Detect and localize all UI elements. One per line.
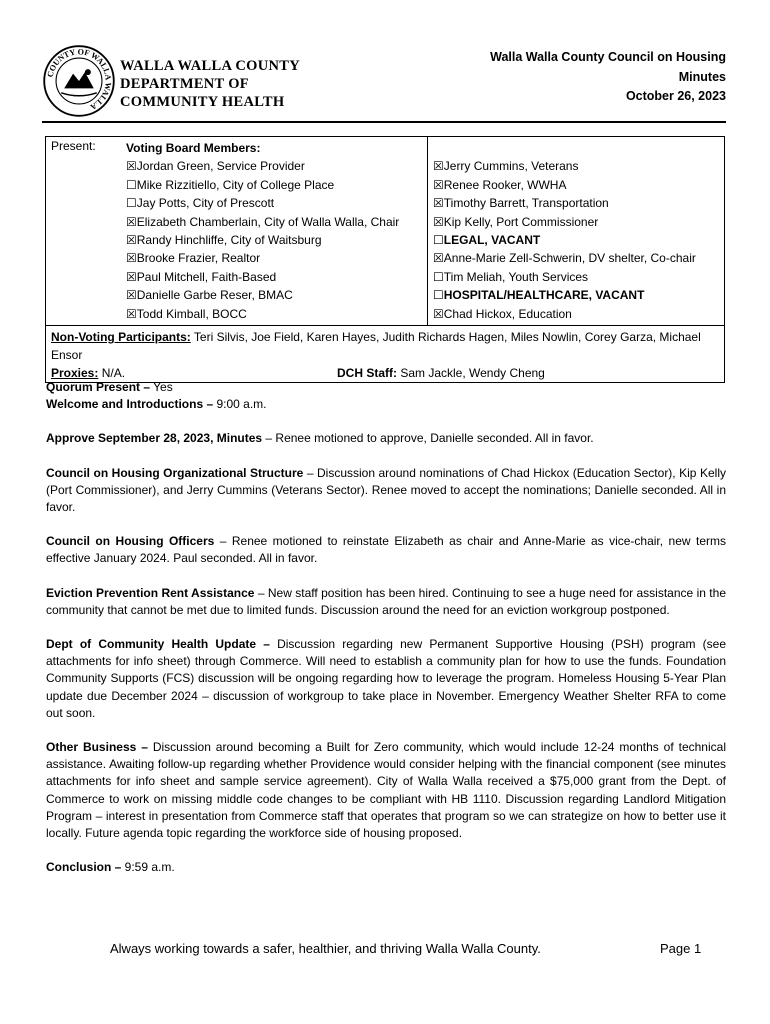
dept-line-2: DEPARTMENT OF (120, 76, 249, 92)
approve-text: – Renee motioned to approve, Danielle seconded. All in favor. (262, 431, 594, 446)
dch-staff-label: DCH Staff: (337, 366, 397, 381)
member-name: Tim Meliah, Youth Services (443, 269, 589, 284)
approve-label: Approve September 28, 2023, Minutes (46, 431, 263, 446)
unchecked-checkbox-icon: ☐ (433, 233, 444, 248)
quorum-text: Yes (150, 380, 173, 394)
member-name: Jerry Cummins, Veterans (443, 159, 579, 174)
checked-checkbox-icon: ☒ (126, 159, 137, 174)
svg-text:COUNTY OF WALLA WALLA: COUNTY OF WALLA WALLA (45, 47, 113, 112)
member-name: Mike Rizzitiello, City of College Place (136, 177, 335, 192)
dch-update-item (46, 636, 726, 722)
voting-members-left (126, 157, 422, 323)
conclusion-text: 9:59 a.m. (121, 860, 175, 875)
checked-checkbox-icon: ☒ (126, 288, 137, 303)
checked-checkbox-icon: ☒ (126, 306, 137, 321)
member-item (126, 194, 422, 212)
member-name: Jordan Green, Service Provider (136, 159, 305, 174)
member-item (433, 213, 719, 231)
quorum-label: Quorum Present – (46, 380, 151, 394)
member-item (433, 286, 719, 304)
member-item (126, 231, 422, 249)
checked-checkbox-icon: ☒ (433, 214, 444, 229)
attendance-table (45, 136, 725, 383)
member-name: Randy Hinchliffe, City of Waitsburg (136, 233, 322, 248)
dch-staff-text: Sam Jackle, Wendy Cheng (397, 366, 545, 381)
dept-line-1: WALLA WALLA COUNTY (120, 58, 300, 74)
eviction-label: Eviction Prevention Rent Assistance (46, 585, 255, 600)
checked-checkbox-icon: ☒ (126, 269, 137, 284)
member-name: Elizabeth Chamberlain, City of Walla Walla, Chair (136, 214, 400, 229)
checked-checkbox-icon: ☒ (433, 196, 444, 211)
member-item (126, 286, 422, 304)
present-label-cell (46, 137, 122, 326)
member-item (433, 231, 719, 249)
member-name: Anne-Marie Zell-Schwerin, DV shelter, Co-chair (443, 251, 696, 266)
member-name: Timothy Barrett, Transportation (443, 196, 609, 211)
member-item (126, 268, 422, 286)
nonvoting-text: Teri Silvis, Joe Field, Karen Hayes, Judith Richards Hagen, Miles Nowlin, Corey Garza, Michael Ensor (51, 330, 701, 363)
conclusion-line (46, 859, 726, 876)
officers-item (46, 533, 726, 567)
title-line-2: Minutes (678, 69, 726, 84)
dch-update-label: Dept of Community Health Update – (46, 637, 270, 652)
present-label: Present: (51, 139, 96, 153)
minutes-body (46, 379, 726, 876)
voting-right-cell (428, 137, 725, 326)
county-seal-logo (42, 44, 116, 118)
checked-checkbox-icon: ☒ (126, 233, 137, 248)
checked-checkbox-icon: ☒ (433, 177, 444, 192)
member-item (433, 249, 719, 267)
unchecked-checkbox-icon: ☐ (433, 269, 444, 284)
title-line-1: Walla Walla County Council on Housing (490, 50, 726, 64)
org-structure-item (46, 465, 726, 517)
voting-left-cell (121, 137, 428, 326)
dch-update-text: Discussion regarding new Permanent Supportive Housing (PSH) program (see attachments for info sheet) through Commerce. Will need to establish a community plan for how to use the funds. Foundation Community Supports (FCS) discussion will be ongoing regarding how to leverage the program. Homeless Housing 5-Year Plan update due December 2024 – discussion of workgroup to take place in November. Emergency Weather Shelter RFA to come out soon. (46, 637, 726, 720)
welcome-line (46, 396, 726, 413)
meeting-date: October 26, 2023 (625, 89, 726, 103)
checked-checkbox-icon: ☒ (126, 251, 137, 266)
checked-checkbox-icon: ☒ (433, 306, 444, 321)
member-name: Todd Kimball, BOCC (136, 306, 247, 321)
member-item (433, 305, 719, 323)
eviction-text: – New staff position has been hired. Continuing to see a huge need for assistance in the community that cannot be met due to limited funds. Discussion around the need for an eviction workgroup postponed. (46, 585, 726, 617)
member-item (126, 213, 422, 231)
member-item (126, 249, 422, 267)
approve-minutes-item (46, 430, 726, 447)
officers-label: Council on Housing Officers (46, 534, 215, 549)
member-item (433, 194, 719, 212)
member-item (433, 268, 719, 286)
member-item (433, 176, 719, 194)
header-divider (42, 121, 726, 123)
member-item (126, 305, 422, 323)
member-item (433, 157, 719, 175)
page-number: Page 1 (660, 941, 702, 956)
nonvoting-cell (46, 326, 725, 383)
quorum-line (46, 379, 726, 396)
org-structure-text: – Discussion around nominations of Chad Hickox (Education Sector), Kip Kelly (Port Commissioner), and Jerry Cummins (Veterans Sector). Renee moved to accept the nominations; Danielle seconded. All in favor. (46, 465, 726, 515)
member-name: Kip Kelly, Port Commissioner (443, 214, 599, 229)
checked-checkbox-icon: ☒ (126, 214, 137, 229)
unchecked-checkbox-icon: ☐ (433, 288, 444, 303)
proxies-text: N/A. (98, 366, 126, 381)
proxies-label: Proxies: (51, 366, 99, 381)
unchecked-checkbox-icon: ☐ (126, 177, 137, 192)
member-item (126, 157, 422, 175)
eviction-item (46, 585, 726, 619)
other-business-item (46, 739, 726, 842)
member-name: HOSPITAL/HEALTHCARE, VACANT (443, 288, 645, 303)
voting-members-right (433, 157, 719, 323)
document-title (490, 48, 726, 107)
checked-checkbox-icon: ☒ (433, 159, 444, 174)
member-name: LEGAL, VACANT (443, 233, 541, 248)
nonvoting-label: Non-Voting Participants: (51, 330, 191, 345)
officers-text: – Renee motioned to reinstate Elizabeth as chair and Anne-Marie as vice-chair, new terms effective January 2024. Paul seconded. All in favor. (46, 534, 726, 566)
member-name: Paul Mitchell, Faith-Based (136, 269, 277, 284)
footer-slogan: Always working towards a safer, healthier, and thriving Walla Walla County. (110, 941, 541, 956)
welcome-label: Welcome and Introductions – (46, 397, 214, 412)
other-business-label: Other Business – (46, 740, 148, 755)
member-name: Danielle Garbe Reser, BMAC (136, 288, 293, 303)
member-name: Brooke Frazier, Realtor (136, 251, 261, 266)
org-structure-label: Council on Housing Organizational Structure (46, 465, 304, 480)
dept-line-3: COMMUNITY HEALTH (120, 94, 285, 110)
member-name: Renee Rooker, WWHA (443, 177, 567, 192)
voting-heading: Voting Board Members: (126, 141, 261, 155)
member-name: Chad Hickox, Education (443, 306, 572, 321)
welcome-text: 9:00 a.m. (213, 397, 267, 412)
checked-checkbox-icon: ☒ (433, 251, 444, 266)
member-item (126, 176, 422, 194)
department-name (120, 57, 300, 111)
other-business-text: Discussion around becoming a Built for Zero community, which would include 12-24 months of technical assistance. Awaiting follow-up regarding whether Providence would consider helping with the financial component (see minutes attachments for info sheet and sample service agreement). City of Walla Walla received a $75,000 grant from the Dept. of Commerce to work on missing middle code changes to be compliant with HB 1110. Discussion regarding Landlord Mitigation Program – interest in presentation from Commerce staff that operates that program so we can strategize on how to better use it locally. Future agenda topic regarding the workforce side of housing proposed. (46, 740, 726, 841)
member-name: Jay Potts, City of Prescott (136, 196, 275, 211)
conclusion-label: Conclusion – (46, 860, 122, 875)
unchecked-checkbox-icon: ☐ (126, 196, 137, 211)
